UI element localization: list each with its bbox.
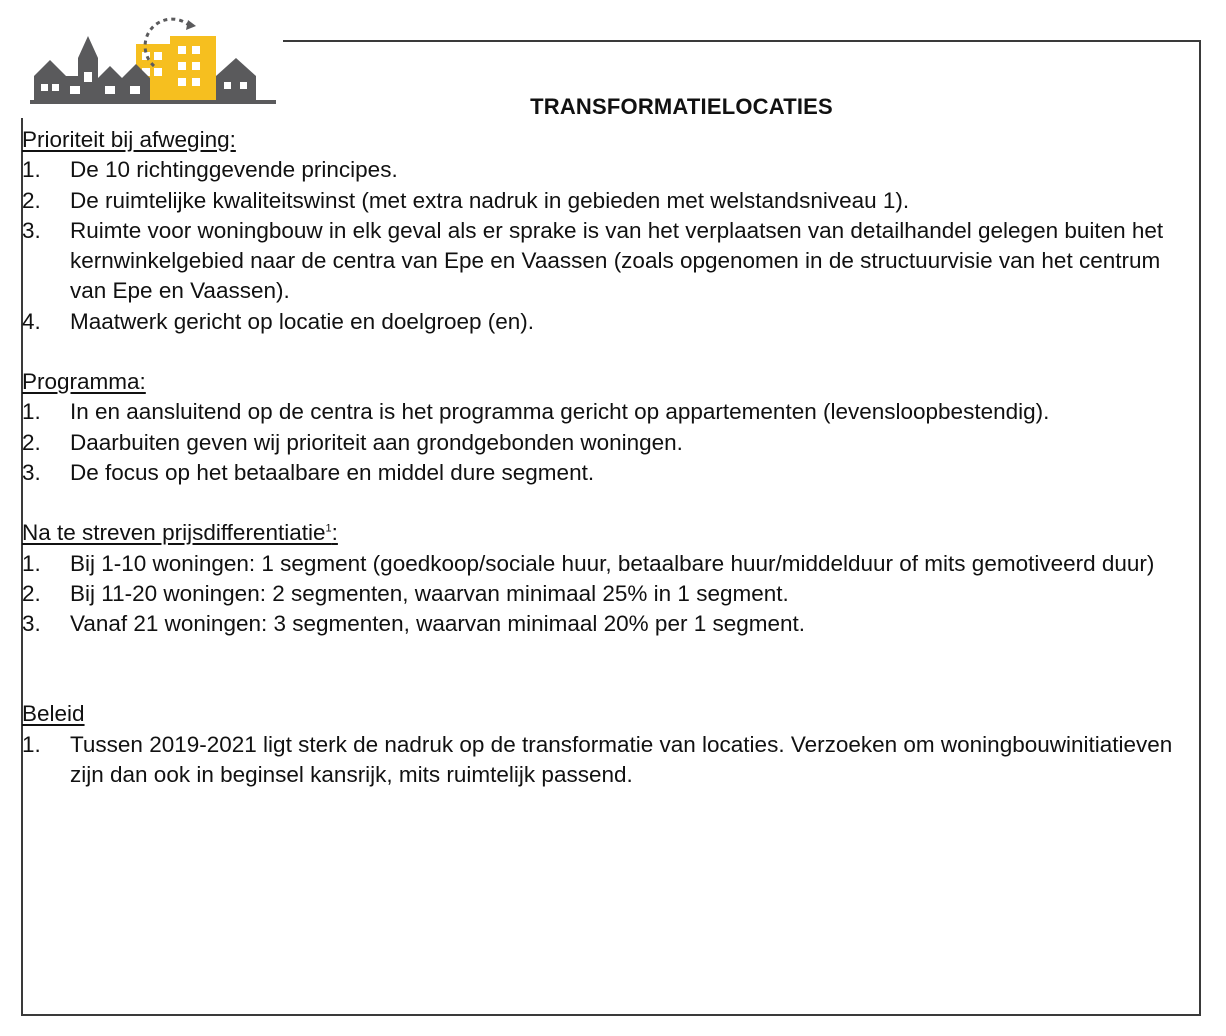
- section-heading-suffix: :: [331, 520, 338, 546]
- list-item: [22, 307, 1200, 337]
- document-title: TRANSFORMATIELOCATIES: [530, 94, 833, 119]
- section-programma: [22, 367, 1200, 488]
- list-item: [22, 579, 1200, 609]
- list-item: [22, 458, 1200, 488]
- spacer: [22, 639, 1200, 699]
- programma-list: [22, 397, 1200, 488]
- list-number: 2.: [22, 429, 41, 455]
- list-number: 3.: [22, 217, 41, 243]
- beleid-list: [22, 730, 1200, 791]
- section-heading: Beleid: [22, 701, 85, 727]
- document-body: [22, 125, 1200, 790]
- list-item: [22, 216, 1200, 307]
- list-text: Bij 1-10 woningen: 1 segment (goedkoop/sociale huur, betaalbare huur/middelduur of mits gemotiveerd duur): [70, 550, 1155, 576]
- list-item: [22, 609, 1200, 639]
- list-text: Ruimte voor woningbouw in elk geval als er sprake is van het verplaatsen van detailhandel gelegen buiten het kernwinkelgebied naar de centra van Epe en Vaassen (zoals opgenomen in de structuurvisie van het centrum van Epe en Vaassen).: [70, 217, 1164, 304]
- prijs-list: [22, 549, 1200, 640]
- list-text: Tussen 2019-2021 ligt sterk de nadruk op de transformatie van locaties. Verzoeken om woningbouwinitiatieven zijn dan ook in beginsel kansrijk, mits ruimtelijk passend.: [70, 731, 1173, 788]
- section-prioriteit: [22, 125, 1200, 337]
- list-number: 1.: [22, 399, 41, 425]
- list-number: 3.: [22, 459, 41, 485]
- list-number: 1.: [22, 550, 41, 576]
- section-beleid: [22, 699, 1200, 790]
- list-number: 1.: [22, 731, 41, 757]
- list-item: [22, 186, 1200, 216]
- list-text: De ruimtelijke kwaliteitswinst (met extra nadruk in gebieden met welstandsniveau 1).: [70, 187, 910, 213]
- list-item: [22, 549, 1200, 579]
- spacer: [22, 488, 1200, 518]
- section-heading: Programma:: [22, 369, 146, 395]
- list-text: In en aansluitend op de centra is het programma gericht op appartementen (levensloopbestendig).: [70, 399, 1050, 425]
- list-number: 2.: [22, 580, 41, 606]
- list-item: [22, 155, 1200, 185]
- town-houses-logo-icon: [30, 16, 276, 108]
- list-text: Vanaf 21 woningen: 3 segmenten, waarvan minimaal 20% per 1 segment.: [70, 611, 806, 637]
- spacer: [22, 337, 1200, 367]
- section-heading-text: Na te streven prijsdifferentiatie: [22, 520, 326, 546]
- section-heading: Prioriteit bij afweging:: [22, 127, 236, 152]
- priority-list: [22, 155, 1200, 337]
- list-text: Bij 11-20 woningen: 2 segmenten, waarvan minimaal 25% in 1 segment.: [70, 580, 789, 606]
- list-number: 4.: [22, 308, 41, 334]
- list-text: De 10 richtinggevende principes.: [70, 157, 398, 183]
- list-number: 2.: [22, 187, 41, 213]
- list-item: [22, 428, 1200, 458]
- list-item: [22, 397, 1200, 427]
- footnote-marker[interactable]: 1: [325, 522, 332, 535]
- list-item: [22, 730, 1200, 791]
- list-number: 1.: [22, 157, 41, 183]
- list-text: Daarbuiten geven wij prioriteit aan grondgebonden woningen.: [70, 429, 683, 455]
- section-heading: [22, 518, 1200, 548]
- section-prijsdifferentiatie: [22, 518, 1200, 639]
- list-text: De focus op het betaalbare en middel dure segment.: [70, 459, 595, 485]
- list-number: 3.: [22, 611, 41, 637]
- list-text: Maatwerk gericht op locatie en doelgroep (en).: [70, 308, 535, 334]
